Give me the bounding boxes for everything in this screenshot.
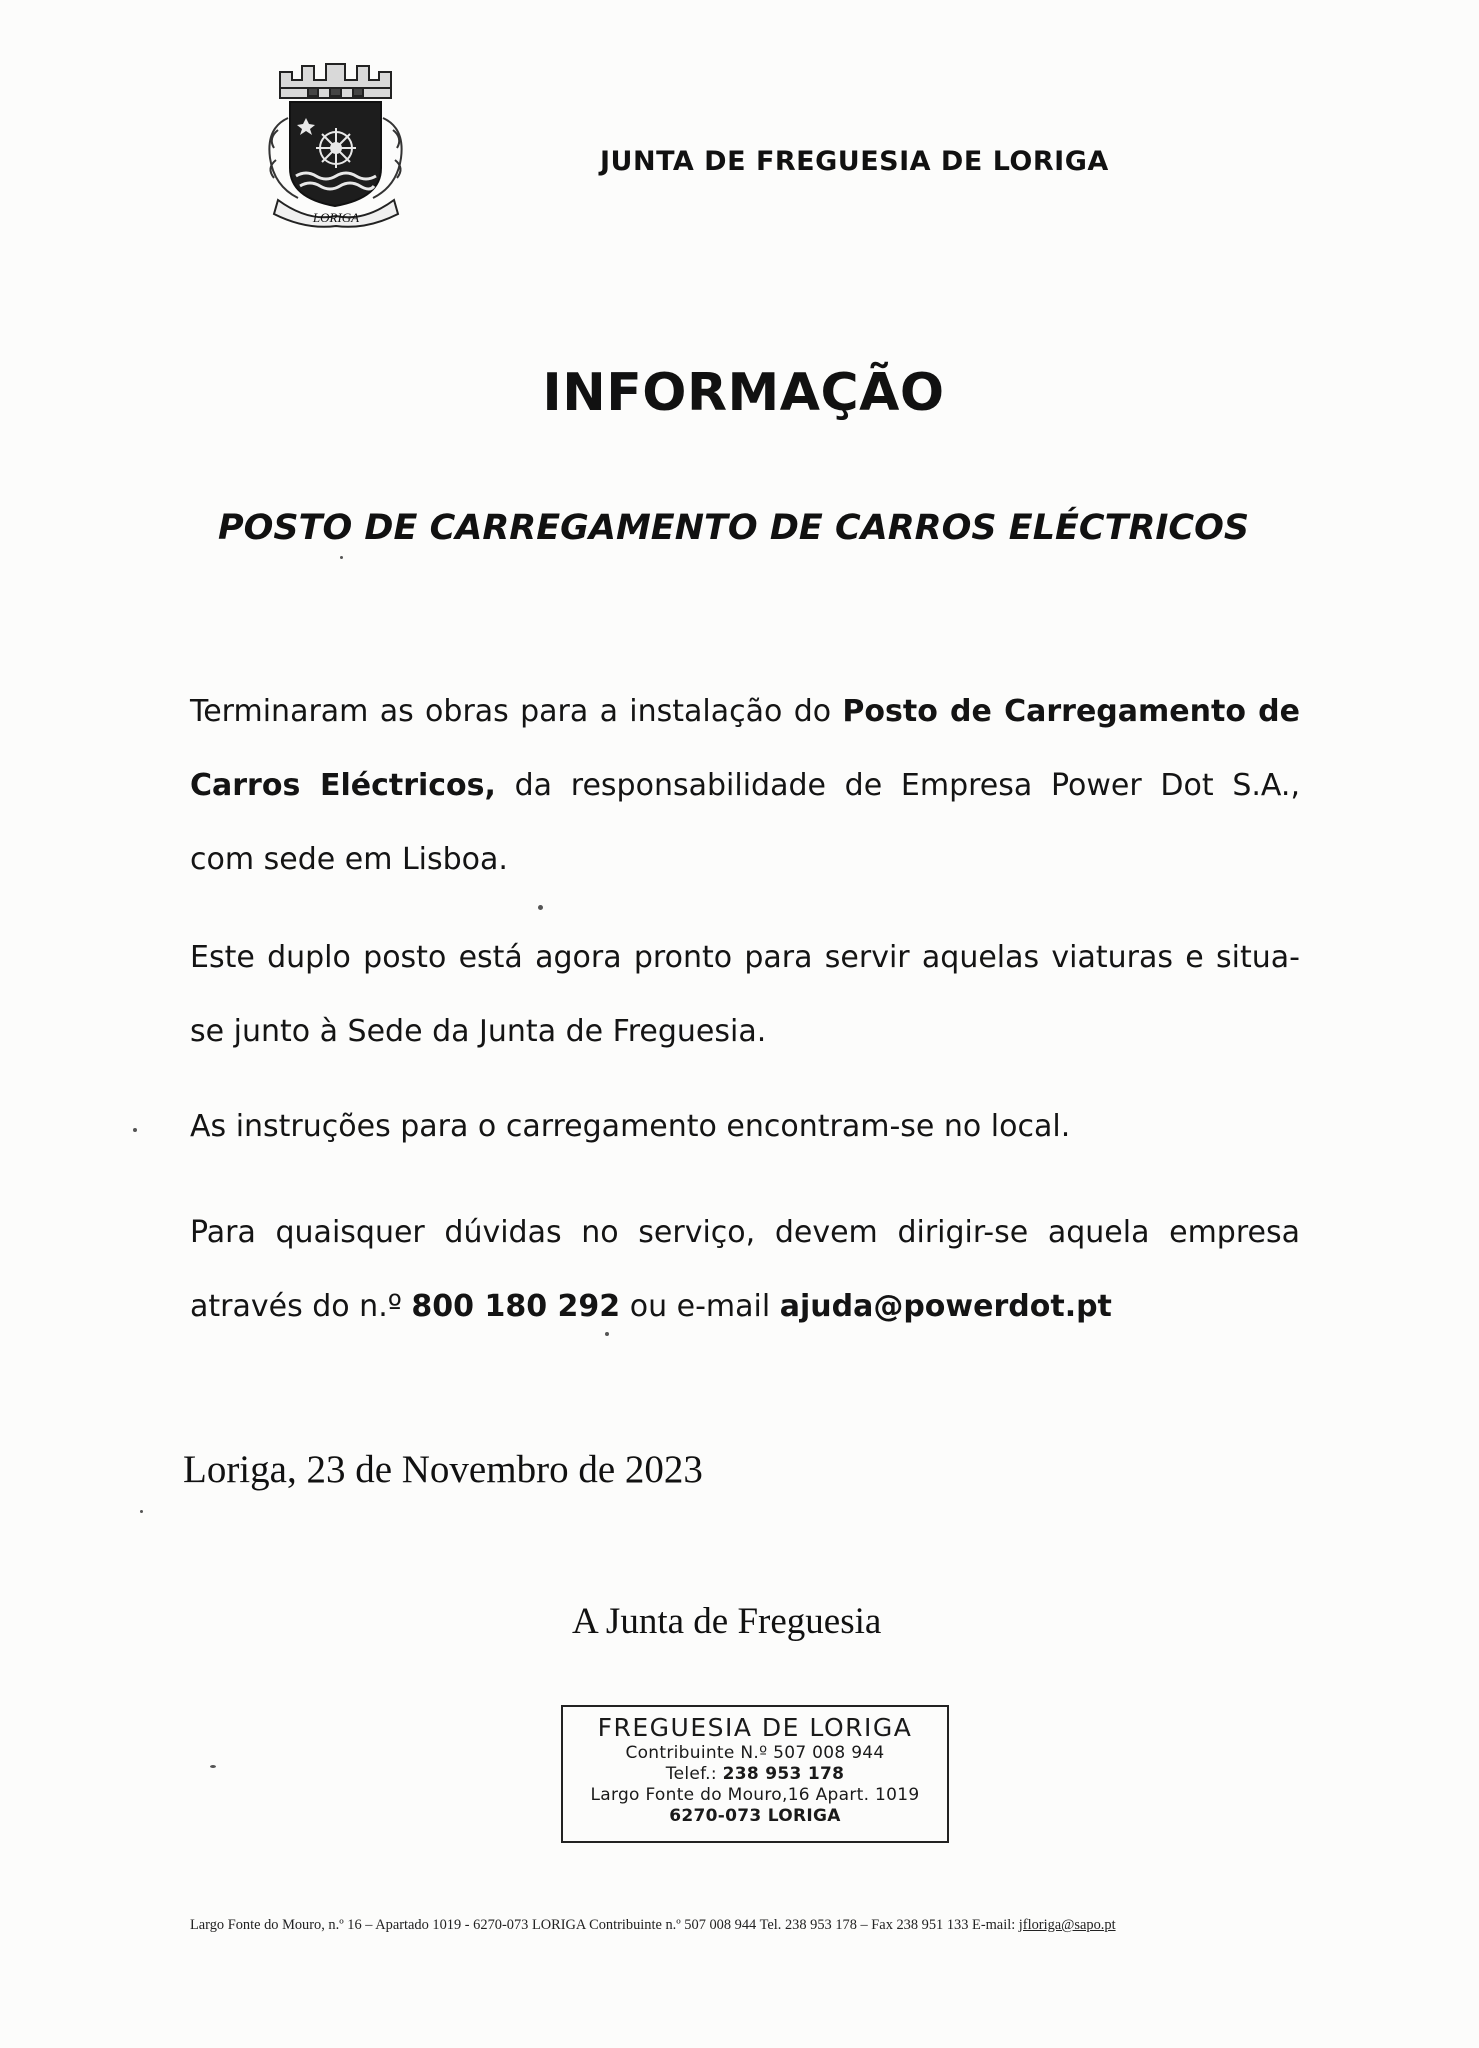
paragraph-1-text-b: da responsabilidade de Empresa Power Dot S.A., com sede em Lisboa.	[190, 768, 1300, 877]
stamp-phone	[563, 1764, 947, 1785]
document-date: Loriga, 23 de Novembro de 2023	[183, 1448, 703, 1491]
scan-speck	[340, 556, 343, 559]
scan-speck	[133, 1128, 137, 1132]
page-title: INFORMAÇÃO	[542, 363, 945, 423]
scan-speck	[140, 1510, 143, 1513]
stamp-tax-number: Contribuinte N.º 507 008 944	[625, 1743, 885, 1763]
footer-contact	[190, 1917, 1310, 1934]
signoff: A Junta de Freguesia	[572, 1601, 882, 1642]
paragraph-4	[190, 1196, 1300, 1344]
paragraph-4-text-b: ou e-mail	[620, 1289, 780, 1324]
scan-speck	[605, 1332, 609, 1336]
paragraph-1	[190, 675, 1300, 897]
scan-speck	[538, 905, 543, 910]
coat-of-arms-logo	[248, 58, 423, 228]
stamp-address: Largo Fonte do Mouro,16 Apart. 1019	[590, 1785, 920, 1805]
stamp-title: FREGUESIA DE LORIGA	[597, 1713, 913, 1742]
official-stamp	[561, 1705, 949, 1843]
paragraph-3: As instruções para o carregamento encontram-se no local.	[190, 1109, 1071, 1144]
stamp-postcode	[563, 1806, 947, 1827]
subtitle: POSTO DE CARREGAMENTO DE CARROS ELÉCTRICOS	[218, 508, 1250, 548]
paragraph-2: Este duplo posto está agora pronto para servir aquelas viaturas e situa-se junto à Sede da Junta de Freguesia.	[190, 940, 1300, 1049]
paragraph-1-text-a: Terminaram as obras para a instalação do	[190, 694, 843, 729]
stamp-phone-value: 238 953 178	[722, 1764, 845, 1784]
paragraph-1-bold: Posto de Carregamento de Carros Eléctricos,	[190, 694, 1300, 803]
footer-text: Largo Fonte do Mouro, n.º 16 – Apartado 1019 - 6270-073 LORIGA Contribuinte n.º 507 008 944 Tel. 238 953 178 – Fax 238 951 133 E-mail:	[190, 1917, 1019, 1933]
footer-email: jfloriga@sapo.pt	[1018, 1917, 1116, 1933]
email-address: ajuda@powerdot.pt	[779, 1289, 1112, 1324]
scan-speck	[210, 1765, 216, 1768]
paragraph-4-text-a: Para quaisquer dúvidas no serviço, devem dirigir-se aquela empresa através do n.º	[190, 1215, 1300, 1324]
organization-header: JUNTA DE FREGUESIA DE LORIGA	[600, 146, 1109, 177]
stamp-phone-label: Telef.:	[665, 1764, 723, 1784]
svg-text:LORIGA: LORIGA	[312, 210, 360, 225]
phone-number: 800 180 292	[411, 1289, 621, 1324]
stamp-postcode-value: 6270-073 LORIGA	[669, 1806, 841, 1826]
